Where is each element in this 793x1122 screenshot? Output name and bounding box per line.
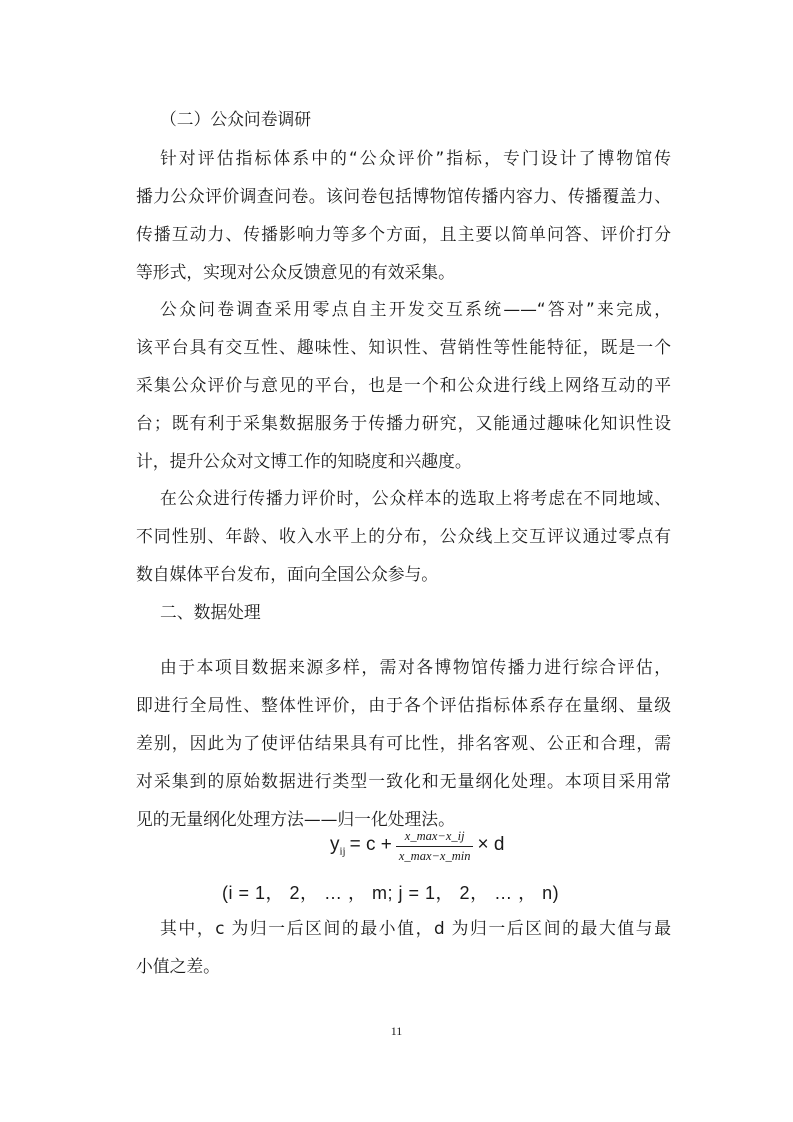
formula-numerator: x_max−x_ij xyxy=(396,829,474,847)
text-line: 采集公众评价与意见的平台，也是一个和公众进行线上网络互动的平 xyxy=(136,375,671,395)
text-line: 播力公众评价调查问卷。该问卷包括博物馆传播内容力、传播覆盖力、 xyxy=(136,186,671,206)
text-line: 不同性别、年龄、收入水平上的分布，公众线上交互评议通过零点有 xyxy=(136,526,671,546)
text-line: 计，提升公众对文博工作的知晓度和兴趣度。 xyxy=(136,451,472,471)
text-line: 台；既有利于采集数据服务于传播力研究，又能通过趣味化知识性设 xyxy=(136,413,671,433)
text-line: 在公众进行传播力评价时，公众样本的选取上将考虑在不同地域、 xyxy=(160,488,671,508)
text-line: 见的无量纲化处理方法——归一化处理法。 xyxy=(136,809,455,829)
text-line: 公众问卷调查采用零点自主开发交互系统——“答对”来完成， xyxy=(160,299,671,319)
text-line: 小值之差。 xyxy=(136,956,220,976)
formula-eq-c: = c + xyxy=(349,834,392,856)
text-line: 差别，因此为了使评估结果具有可比性，排名客观、公正和合理，需 xyxy=(136,733,671,753)
normalization-formula xyxy=(330,829,504,864)
section-heading: 二、数据处理 xyxy=(160,602,261,622)
formula-condition: (i = 1， 2， … ， m; j = 1， 2， … ， n) xyxy=(222,883,560,903)
text-line: 等形式，实现对公众反馈意见的有效采集。 xyxy=(136,262,455,282)
page-number: 11 xyxy=(390,1024,403,1038)
formula-denominator: x_max−x_min xyxy=(398,849,471,863)
formula-lhs-subscript: ij xyxy=(339,845,346,858)
text-line: 对采集到的原始数据进行类型一致化和无量纲化处理。本项目采用常 xyxy=(136,771,671,791)
text-line: 传播互动力、传播影响力等多个方面，且主要以简单问答、评价打分 xyxy=(136,224,671,244)
text-line: 由于本项目数据来源多样，需对各博物馆传播力进行综合评估， xyxy=(160,657,671,677)
text-line: 数自媒体平台发布，面向全国公众参与。 xyxy=(136,564,439,584)
text-line: 其中，c 为归一后区间的最小值，d 为归一后区间的最大值与最 xyxy=(160,918,671,938)
text-line: 针对评估指标体系中的“公众评价”指标，专门设计了博物馆传 xyxy=(160,148,671,168)
formula-fraction xyxy=(396,829,474,864)
section-heading: （二）公众问卷调研 xyxy=(160,109,312,129)
formula-times-d: × d xyxy=(477,834,505,856)
text-line: 即进行全局性、整体性评价，由于各个评估指标体系存在量纲、量级 xyxy=(136,695,671,715)
formula-lhs: y xyxy=(330,834,340,856)
text-line: 该平台具有交互性、趣味性、知识性、营销性等性能特征，既是一个 xyxy=(136,337,671,357)
